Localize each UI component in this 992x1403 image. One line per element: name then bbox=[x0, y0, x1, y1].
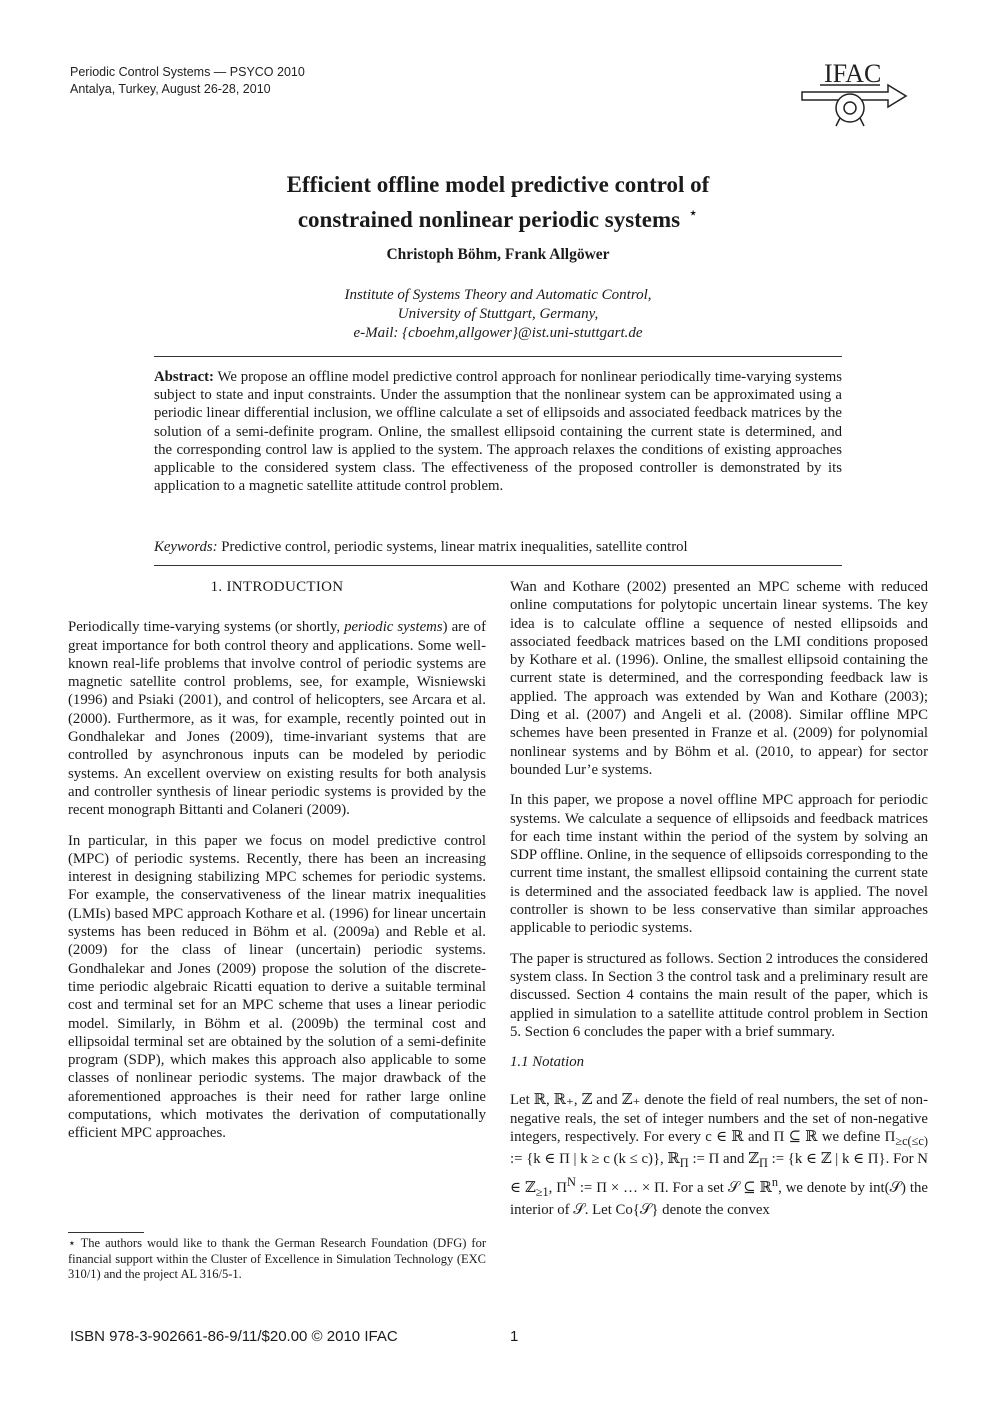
footnote-rule bbox=[68, 1232, 144, 1233]
conference-location: Antalya, Turkey, August 26-28, 2010 bbox=[70, 82, 271, 96]
notation-sup-2: n bbox=[771, 1174, 779, 1189]
authors: Christoph Böhm, Frank Allgöwer bbox=[386, 246, 610, 263]
conference-name: Periodic Control Systems — PSYCO 2010 bbox=[70, 65, 305, 79]
notation-sub-3: Π bbox=[758, 1156, 768, 1171]
notation-text-4: := {k ∈ ℤ | k ∈ Π}. For N ∈ ℤ bbox=[510, 1151, 928, 1196]
notation-paragraph bbox=[510, 1091, 928, 1219]
footnote-text: The authors would like to thank the German Research Foundation (DFG) for financial support within the Cluster of Excellence in Simulation Technology (EXC 310/1) and the project AL 316/5-1. bbox=[68, 1236, 486, 1281]
affiliation-line-2: University of Stuttgart, Germany, bbox=[397, 306, 599, 322]
abstract bbox=[154, 368, 842, 495]
right-column bbox=[510, 578, 928, 1231]
intro-paragraph-4: In this paper, we propose a novel offline MPC approach for periodic systems. We calculate a sequence of ellipsoids and feedback matrices for each time instant within the period of the system by solving an SDP offline. Online, in the sequence of ellipsoids corresponding to the current time instant, the smallest ellipsoid containing the current state is determined and the associated feedback law is applied. The novel controller is shown to be less conservative than similar approaches applicable to periodic systems. bbox=[510, 792, 928, 937]
notation-text-1: Let ℝ, ℝ₊, ℤ and ℤ₊ denote the field of real numbers, the set of non-negative reals, the set of integer numbers and the set of non-negative integers, respectively. For every c ∈ ℝ and Π ⊆ ℝ we define Π bbox=[510, 1092, 928, 1146]
intro-paragraph-3: Wan and Kothare (2002) presented an MPC scheme with reduced online computations for polytopic uncertain linear systems. The key idea is to calculate offline a sequence of nested ellipsoids and associated feedback matrices based on the LMI conditions proposed by Kothare et al. (1996). Online, the smallest ellipsoid containing the current state is determined, and the corresponding feedback law is applied. The approach was extended by Wan and Kothare (2003); Ding et al. (2007) and Angeli et al. (2008). Similar offline MPC schemes have been presented in Franze et al. (2009) for polynomial nonlinear systems and by Böhm et al. (2010, to appear) for sector bounded Lur’e systems. bbox=[510, 579, 928, 778]
ifac-logo-text: IFAC bbox=[824, 59, 882, 88]
section-heading-introduction: 1. INTRODUCTION bbox=[210, 579, 344, 595]
notation-sub-4: ≥1 bbox=[535, 1184, 549, 1199]
affiliation-email: e-Mail: {cboehm,allgower}@ist.uni-stuttgart.de bbox=[353, 325, 643, 341]
affiliation-line-1: Institute of Systems Theory and Automatic Control, bbox=[344, 287, 652, 303]
footnote bbox=[68, 1236, 486, 1283]
notation-text-5: , Π bbox=[548, 1179, 567, 1196]
isbn-footer: ISBN 978-3-902661-86-9/11/$20.00 © 2010 IFAC bbox=[70, 1328, 398, 1345]
affiliation bbox=[150, 286, 846, 343]
title-line-1: Efficient offline model predictive control of bbox=[286, 172, 710, 197]
notation-text-6: := Π × … × Π. For a set 𝒮 ⊆ ℝ bbox=[575, 1179, 772, 1196]
notation-text-2: := {k ∈ Π | k ≥ c (k ≤ c)}, ℝ bbox=[510, 1151, 680, 1168]
keywords-text: Predictive control, periodic systems, linear matrix inequalities, satellite control bbox=[221, 539, 688, 555]
title-footnote-marker: ⋆ bbox=[688, 205, 699, 222]
notation-sup-1: N bbox=[566, 1174, 576, 1189]
keywords-bottom-rule bbox=[154, 565, 842, 566]
notation-text-7: , we denote by int(𝒮) the interior of 𝒮. Let Co{𝒮} denote the convex bbox=[510, 1179, 928, 1218]
keywords bbox=[154, 538, 842, 556]
notation-sub-1: ≥c(≤c) bbox=[895, 1133, 928, 1148]
intro-p1-end: ) are of great importance for both control theory and applications. Some well-known real-life problems that involve control of periodic systems are magnetic satellite control problems, see, for example, Wisniewski (1996) and Psiaki (2001), and control of helicopters, see Arcara et al. (2000). Furthermore, as it was, for example, recently pointed out in Gondhalekar and Jones (2009), time-invariant systems that are controlled by asynchronous inputs can be modeled by periodic systems. An excellent overview on existing results for both analysis and controller synthesis of linear periodic systems is provided by the recent monograph Bittanti and Colaneri (2009). bbox=[68, 619, 487, 819]
keywords-label: Keywords: bbox=[154, 539, 218, 555]
abstract-top-rule bbox=[154, 356, 842, 357]
ifac-logo bbox=[800, 58, 908, 132]
title-line-2 bbox=[150, 199, 846, 234]
title-line-2-text: constrained nonlinear periodic systems bbox=[297, 207, 681, 232]
notation-text-3: := Π and ℤ bbox=[688, 1151, 759, 1168]
abstract-text: We propose an offline model predictive control approach for nonlinear periodically time-varying systems subject to state and input constraints. Under the assumption that the nonlinear system can be approximated using a periodic linear differential inclusion, we offline calculate a set of ellipsoids and associated feedback matrices by the solution of a semi-definite program. Online, the smallest ellipsoid containing the current state is determined, and the corresponding control law is applied to the system. The approach relaxes the conditions of existing approaches applicable to the considered system class. The effectiveness of the proposed controller is demonstrated by its application to a magnetic satellite attitude control problem. bbox=[154, 369, 842, 495]
notation-sub-2: Π bbox=[679, 1156, 689, 1171]
paper-title bbox=[150, 170, 846, 234]
footnote-marker: ⋆ bbox=[68, 1236, 76, 1250]
abstract-label: Abstract: bbox=[154, 369, 214, 385]
conference-info bbox=[70, 64, 305, 98]
intro-paragraph-2: In particular, in this paper we focus on model predictive control (MPC) of periodic systems. Recently, there has been an increasing interest in designing stabilizing MPC schemes for periodic systems. For example, the conservativeness of the linear matrix inequalities (LMIs) based MPC approach Kothare et al. (1996) for linear uncertain systems has been reduced in Böhm et al. (2009a) and Reble et al. (2009) for the class of linear (uncertain) periodic systems. Gondhalekar and Jones (2009) propose the solution of the discrete-time periodic algebraic Ricatti equation to derive a suitable terminal cost and terminal set for an MPC scheme that uses a linear periodic model. Similarly, in Böhm et al. (2009b) the terminal cost and ellipsoidal terminal set are obtained by the solution of a semi-definite program (SDP), which makes this approach also applicable to some classes of nonlinear periodic systems. The major drawback of the aforementioned approaches is their need for rather large online computations, which motivates the derivation of computationally efficient MPC approaches. bbox=[68, 832, 486, 1142]
subsection-heading-notation: 1.1 Notation bbox=[510, 1054, 584, 1071]
intro-p1-emphasis: periodic systems bbox=[344, 619, 443, 636]
left-column bbox=[68, 578, 486, 1155]
intro-paragraph-5: The paper is structured as follows. Section 2 introduces the considered system class. In Section 3 the control task and a preliminary result are discussed. Section 4 contains the main result of the paper, which is applied in simulation to a satellite attitude control problem in Section 5. Section 6 concludes the paper with a brief summary. bbox=[510, 950, 928, 1040]
page-number: 1 bbox=[510, 1328, 519, 1345]
intro-paragraph-1 bbox=[68, 618, 486, 819]
intro-p1-start: Periodically time-varying systems (or shortly, bbox=[68, 619, 345, 636]
